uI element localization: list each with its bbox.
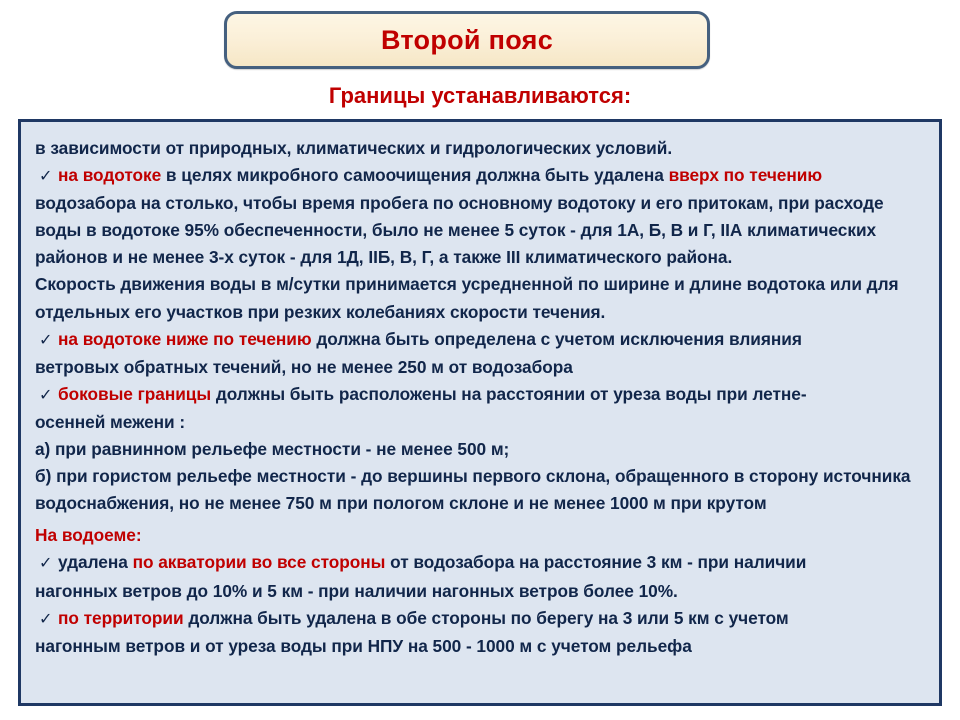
- sub-item-a: а) при равнинном рельефе местности - не менее 500 м;: [35, 439, 510, 460]
- bullet-item-lateral-boundaries: [35, 381, 925, 409]
- bullet4-lead-plain: удалена: [58, 552, 133, 573]
- check-bullet-icon: ✓: [39, 555, 53, 573]
- bullet4-text: от водозабора на расстояние 3 км - при наличии: [385, 552, 807, 573]
- paragraph-water-speed: Скорость движения воды в м/сутки принимается усредненной по ширине и длине водотока или для отдельных его участков при резких колебаниях скорости течения.: [35, 274, 899, 322]
- check-bullet-icon: ✓: [39, 610, 53, 628]
- check-bullet-icon: ✓: [39, 331, 53, 349]
- bullet2-continuation: ветровых обратных течений, но не менее 250 м от водозабора: [35, 356, 573, 377]
- bullet4-continuation: нагонных ветров до 10% и 5 км - при наличии нагонных ветров более 10%.: [35, 580, 678, 601]
- intro-line: в зависимости от природных, климатических и гидрологических условий.: [35, 138, 673, 158]
- bullet1-lead-red: на водотоке: [58, 165, 162, 186]
- reservoir-section-heading: На водоеме:: [35, 525, 142, 546]
- title-banner: [224, 11, 710, 69]
- content-panel: [18, 119, 942, 706]
- page-title: Второй пояс: [380, 24, 554, 55]
- bullet3-text: должны быть расположены на расстоянии от уреза воды при летне-: [211, 383, 807, 404]
- bullet-item-watercourse-upstream: [35, 162, 925, 190]
- bullet5-continuation: нагонным ветров и от уреза воды при НПУ на 500 - 1000 м с учетом рельефа: [35, 635, 692, 656]
- bullet1-inline-red: вверх по течению: [668, 165, 823, 186]
- bullet5-text: должна быть удалена в обе стороны по берегу на 3 или 5 км с учетом: [183, 607, 789, 628]
- bullet2-text: должна быть определена с учетом исключения влияния: [311, 328, 802, 349]
- sub-item-b: б) при гористом рельефе местности - до вершины первого склона, обращенного в сторону источника водоснабжения, но не менее 750 м при пологом склоне и не менее 1000 м при крутом: [35, 466, 911, 514]
- bullet-item-watercourse-downstream: [35, 326, 925, 354]
- bullet1-text: в целях микробного самоочищения должна быть удалена: [161, 165, 669, 186]
- check-bullet-icon: ✓: [39, 386, 53, 404]
- bullet-item-water-area: [35, 549, 925, 577]
- bullet5-lead-red: по территории: [58, 607, 184, 628]
- subtitle-heading: Границы устанавливаются:: [328, 83, 632, 108]
- bullet3-continuation: осенней межени :: [35, 411, 186, 432]
- bullet1-continuation: водозабора на столько, чтобы время пробега по основному водотоку и его притокам, при расходе воды в водотоке 95% обеспеченности, было не менее 5 суток - для 1А, Б, В и Г, IIА климатических районов и не менее 3-х суток - для 1Д, IIБ, В, Г, а также III климатического района.: [35, 193, 884, 268]
- bullet4-lead-red: по акватории во все стороны: [132, 552, 386, 573]
- bullet3-lead-red: боковые границы: [58, 383, 212, 404]
- bullet2-lead-red: на водотоке ниже по течению: [58, 328, 312, 349]
- bullet-item-territory: [35, 605, 925, 633]
- check-bullet-icon: ✓: [39, 168, 53, 186]
